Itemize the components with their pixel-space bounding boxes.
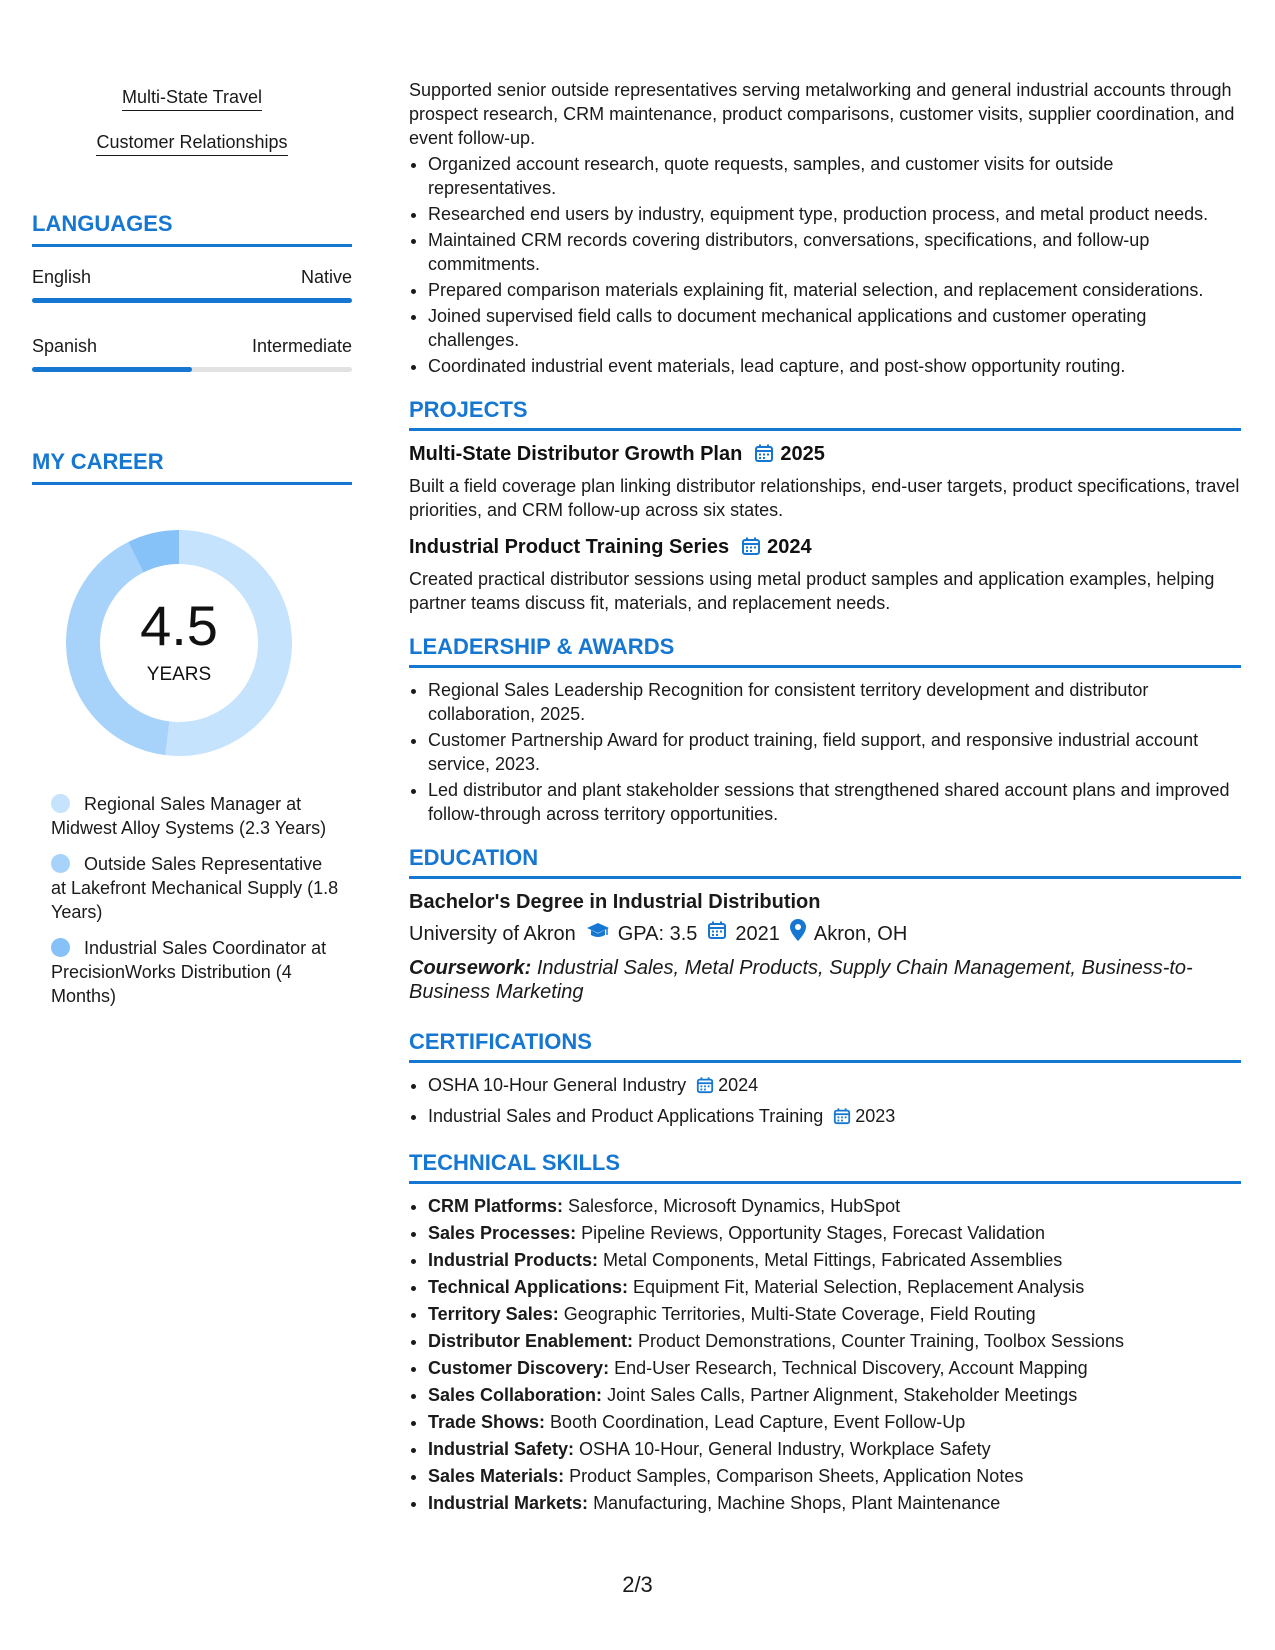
experience-bullets <box>409 152 1241 378</box>
career-heading: MY CAREER <box>32 448 352 485</box>
strength-tag: Customer Relationships <box>96 131 287 156</box>
calendar-icon <box>833 1107 851 1131</box>
languages-heading: LANGUAGES <box>32 210 352 247</box>
language-name: English <box>32 267 92 287</box>
language-proficiency-bar <box>32 298 352 303</box>
project-year: 2024 <box>767 536 812 558</box>
skill-item <box>428 1383 1241 1407</box>
experience-summary: Supported senior outside representatives serving metalworking and general industrial accounts through prospect research, CRM maintenance, product comparisons, customer visits, supplier coordination, and event follow-up. <box>409 80 1235 148</box>
career-legend-item <box>51 852 341 924</box>
skill-category: CRM Platforms: <box>428 1196 564 1216</box>
main-content <box>409 78 1241 1518</box>
career-legend-text: Outside Sales Representative at Lakefront Mechanical Supply (1.8 Years) <box>51 854 339 922</box>
skill-item <box>428 1194 1241 1218</box>
experience-bullet: • Coordinated industrial event materials, lead capture, and post-show opportunity routing. <box>428 354 1241 378</box>
language-level: Intermediate <box>251 336 352 356</box>
education-heading: EDUCATION <box>409 844 1241 879</box>
certification-year: 2023 <box>855 1106 896 1126</box>
gpa: GPA: 3.5 <box>617 922 698 945</box>
career-donut-center <box>66 530 292 756</box>
leadership-bullets <box>409 678 1241 826</box>
language-proficiency-bar <box>32 367 352 372</box>
skill-item <box>428 1491 1241 1515</box>
skill-item <box>428 1437 1241 1461</box>
skill-category: Territory Sales: <box>428 1304 559 1324</box>
page-number: 2/3 <box>622 1572 653 1597</box>
skill-values: Booth Coordination, Lead Capture, Event Follow-Up <box>550 1412 966 1432</box>
project-year: 2025 <box>780 443 825 465</box>
graduation-year: 2021 <box>735 922 780 945</box>
coursework-label: Coursework: <box>409 957 532 979</box>
skill-category: Technical Applications: <box>428 1277 629 1297</box>
skills-list <box>409 1194 1241 1515</box>
skill-item <box>428 1275 1241 1299</box>
coursework-list: Industrial Sales, Metal Products, Supply Chain Management, Business-to-Business Marketing <box>409 957 1193 1003</box>
skill-item <box>428 1464 1241 1488</box>
leadership-bullet: • Regional Sales Leadership Recognition for consistent territory development and distributor collaboration, 2025. <box>428 678 1241 726</box>
strength-tags <box>32 86 352 176</box>
experience-bullet: • Joined supervised field calls to document mechanical applications and customer operating challenges. <box>428 304 1241 352</box>
skill-values: Joint Sales Calls, Partner Alignment, Stakeholder Meetings <box>607 1385 1078 1405</box>
certifications-list <box>409 1073 1241 1131</box>
coursework <box>409 956 1241 1004</box>
location-pin-icon <box>790 919 806 948</box>
skill-values: Geographic Territories, Multi-State Coverage, Field Routing <box>563 1304 1036 1324</box>
skill-item <box>428 1302 1241 1326</box>
certification-item <box>428 1073 1241 1100</box>
skills-heading: TECHNICAL SKILLS <box>409 1149 1241 1184</box>
project-item <box>409 441 1241 522</box>
certification-name: Industrial Sales and Product Applications Training <box>428 1106 824 1126</box>
language-proficiency-fill <box>32 367 192 372</box>
education-details <box>409 919 1241 948</box>
degree-title: Bachelor's Degree in Industrial Distribution <box>409 891 821 913</box>
skill-values: Salesforce, Microsoft Dynamics, HubSpot <box>568 1196 901 1216</box>
skill-item <box>428 1410 1241 1434</box>
certification-item <box>428 1104 1241 1131</box>
skill-category: Industrial Products: <box>428 1250 599 1270</box>
legend-dot-icon <box>51 938 70 957</box>
skill-values: Metal Components, Metal Fittings, Fabricated Assemblies <box>603 1250 1063 1270</box>
legend-dot-icon <box>51 794 70 813</box>
project-description: Created practical distributor sessions using metal product samples and application examples, helping partner teams discuss fit, materials, and replacement needs. <box>409 569 1215 613</box>
skill-category: Sales Collaboration: <box>428 1385 603 1405</box>
leadership-bullet: • Led distributor and plant stakeholder sessions that strengthened shared account plans and improved follow-through across territory opportunities. <box>428 778 1241 826</box>
career-legend-item <box>51 792 341 840</box>
experience-bullet: • Prepared comparison materials explaining fit, material selection, and replacement considerations. <box>428 278 1241 302</box>
school-location: Akron, OH <box>813 922 908 945</box>
calendar-icon <box>696 1076 714 1100</box>
skill-category: Customer Discovery: <box>428 1358 610 1378</box>
skill-item <box>428 1356 1241 1380</box>
skill-values: Pipeline Reviews, Opportunity Stages, Forecast Validation <box>581 1223 1046 1243</box>
skill-category: Trade Shows: <box>428 1412 546 1432</box>
experience-bullet: • Organized account research, quote requests, samples, and customer visits for outside representatives. <box>428 152 1241 200</box>
career-legend-text: Regional Sales Manager at Midwest Alloy Systems (2.3 Years) <box>51 794 327 838</box>
skill-values: End-User Research, Technical Discovery, Account Mapping <box>614 1358 1088 1378</box>
leadership-heading: LEADERSHIP & AWARDS <box>409 633 1241 668</box>
skill-values: Manufacturing, Machine Shops, Plant Maintenance <box>593 1493 1001 1513</box>
career-total-unit: YEARS <box>146 664 212 685</box>
skill-item <box>428 1329 1241 1353</box>
language-proficiency-fill <box>32 298 352 303</box>
project-title: Multi-State Distributor Growth Plan <box>409 443 743 465</box>
career-legend-text: Industrial Sales Coordinator at PrecisionWorks Distribution (4 Months) <box>51 938 327 1006</box>
leadership-bullet: • Customer Partnership Award for product training, field support, and responsive industrial account service, 2023. <box>428 728 1241 776</box>
skill-category: Sales Materials: <box>428 1466 565 1486</box>
calendar-icon <box>741 536 761 563</box>
certifications-heading: CERTIFICATIONS <box>409 1028 1241 1063</box>
skill-category: Industrial Safety: <box>428 1439 575 1459</box>
language-item <box>32 266 352 303</box>
calendar-icon <box>754 443 774 470</box>
certification-name: OSHA 10-Hour General Industry <box>428 1075 687 1095</box>
skill-item <box>428 1248 1241 1272</box>
project-description: Built a field coverage plan linking distributor relationships, end-user targets, product specifications, travel priorities, and CRM follow-up across six states. <box>409 476 1240 520</box>
skill-item <box>428 1221 1241 1245</box>
skill-category: Distributor Enablement: <box>428 1331 634 1351</box>
legend-dot-icon <box>51 854 70 873</box>
career-total-number: 4.5 <box>140 594 218 657</box>
experience-bullet: • Maintained CRM records covering distributors, conversations, specifications, and follow-up commitments. <box>428 228 1241 276</box>
skill-values: Product Demonstrations, Counter Training, Toolbox Sessions <box>638 1331 1124 1351</box>
skill-values: OSHA 10-Hour, General Industry, Workplace Safety <box>579 1439 991 1459</box>
skill-category: Sales Processes: <box>428 1223 577 1243</box>
skill-category: Industrial Markets: <box>428 1493 589 1513</box>
school-name: University of Akron <box>409 922 576 945</box>
language-item <box>32 335 352 372</box>
strength-tag: Multi-State Travel <box>122 86 262 111</box>
career-donut-chart <box>66 530 292 756</box>
career-legend-item <box>51 936 341 1008</box>
skill-values: Product Samples, Comparison Sheets, Application Notes <box>569 1466 1024 1486</box>
experience-bullet: • Researched end users by industry, equipment type, production process, and metal product needs. <box>428 202 1241 226</box>
career-legend <box>51 792 341 1020</box>
skill-values: Equipment Fit, Material Selection, Replacement Analysis <box>633 1277 1085 1297</box>
calendar-icon <box>707 920 727 947</box>
language-level: Native <box>300 267 352 287</box>
language-name: Spanish <box>32 336 98 356</box>
project-title: Industrial Product Training Series <box>409 536 730 558</box>
projects-heading: PROJECTS <box>409 396 1241 431</box>
project-item <box>409 534 1241 615</box>
certification-year: 2024 <box>718 1075 759 1095</box>
graduation-cap-icon <box>586 921 610 947</box>
